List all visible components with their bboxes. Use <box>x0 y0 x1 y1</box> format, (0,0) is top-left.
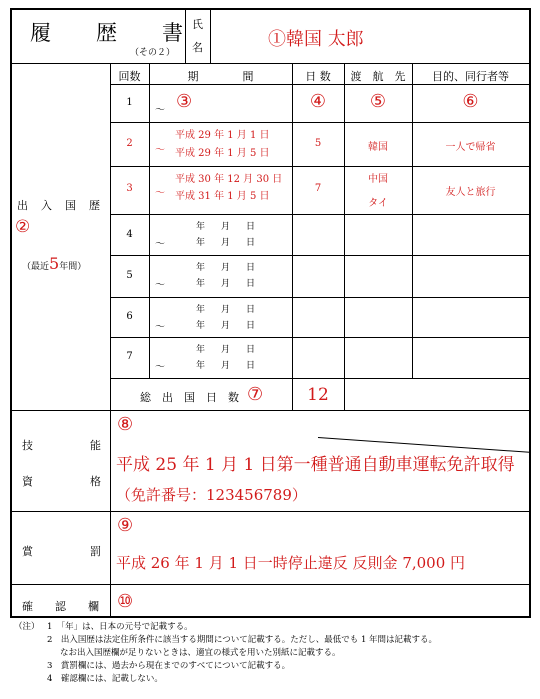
row-3-purpose[interactable]: 友人と旅行 <box>445 187 496 198</box>
border-right <box>529 8 531 618</box>
notes-prefix: （注） <box>14 622 40 632</box>
border-bottom <box>10 616 530 618</box>
purpose-marker: ⑥ <box>462 91 479 112</box>
row-3-destination-2[interactable]: タイ <box>368 198 388 209</box>
row-1-count: 1 <box>126 97 133 108</box>
confirm-marker: ⑩ <box>117 591 134 612</box>
header-purpose: 目的、同行者等 <box>432 70 509 83</box>
row-1-tilde: ～ <box>155 105 165 116</box>
row-3-count: 3 <box>126 183 133 194</box>
row-4-count: 4 <box>126 229 133 240</box>
row-2-purpose[interactable]: 一人で帰省 <box>445 142 496 153</box>
name-label-1: 氏 <box>192 18 203 31</box>
row-2-days[interactable]: 5 <box>314 138 322 149</box>
row-2-from[interactable]: 平成 29 年 1 月 1 日 <box>175 130 270 141</box>
travel-history-marker: ② <box>15 217 31 237</box>
row-3-from[interactable]: 平成 30 年 12 月 30 日 <box>175 174 283 185</box>
name-value[interactable]: ①韓国 太郎 <box>268 29 364 50</box>
total-label: 総 出 国 日 数 <box>140 391 239 404</box>
row-3-days[interactable]: 7 <box>314 183 322 194</box>
header-period: 期 間 <box>187 70 254 83</box>
note-4: 4 確認欄には、記載しない。 <box>47 674 163 684</box>
days-marker: ④ <box>309 91 327 112</box>
border-top <box>10 8 530 10</box>
row-5-count: 5 <box>126 270 133 281</box>
row-6-count: 6 <box>126 311 133 322</box>
total-value[interactable]: 12 <box>307 385 329 405</box>
row-3-destination-1[interactable]: 中国 <box>368 174 388 185</box>
header-destination: 渡 航 先 <box>350 70 406 83</box>
travel-history-note: （最近5年間） <box>22 254 87 273</box>
confirm-label: 確 認 欄 <box>22 600 99 613</box>
row-7-count: 7 <box>126 351 133 362</box>
header-days: 日 数 <box>305 70 331 83</box>
note-2b: なお出入国歴欄が足りないときは、適宜の様式を用いた別紙に記載する。 <box>60 648 341 658</box>
document-title: 履 歴 書 <box>30 21 184 45</box>
skills-line-2[interactable]: （免許番号：123456789） <box>116 486 307 504</box>
skills-marker: ⑧ <box>117 414 134 435</box>
name-label-2: 名 <box>192 41 203 54</box>
awards-marker: ⑨ <box>117 515 134 536</box>
row-3-tilde: ～ <box>155 188 165 199</box>
row-2-to[interactable]: 平成 29 年 1 月 5 日 <box>175 148 270 159</box>
note-2: 2 出入国歴は法定住所条件に該当する期間について記載する。ただし、最低でも 1 年間は記載する。 <box>47 635 438 645</box>
period-marker: ③ <box>176 91 193 112</box>
row-3-to[interactable]: 平成 31 年 1 月 5 日 <box>175 191 270 202</box>
note-1: 1 「年」は、日本の元号で記載する。 <box>47 622 193 632</box>
skills-line-1[interactable]: 平成 25 年 1 月 1 日第一種普通自動車運転免許取得 <box>116 455 515 475</box>
row-2-destination[interactable]: 韓国 <box>368 142 388 153</box>
travel-history-label: 出 入 国 歴 <box>17 199 101 212</box>
row-2-tilde: ～ <box>155 145 165 156</box>
note-3: 3 賞罰欄には、過去から現在までのすべてについて記載する。 <box>47 661 291 671</box>
header-count: 回数 <box>118 70 141 83</box>
awards-line-1[interactable]: 平成 26 年 1 月 1 日一時停止違反 反則金 7,000 円 <box>116 554 466 572</box>
document-subtitle: （その２） <box>130 48 176 58</box>
row-2-count: 2 <box>126 138 133 149</box>
border-left <box>10 8 12 618</box>
total-marker: ⑦ <box>247 384 264 405</box>
destination-marker: ⑤ <box>369 91 387 112</box>
